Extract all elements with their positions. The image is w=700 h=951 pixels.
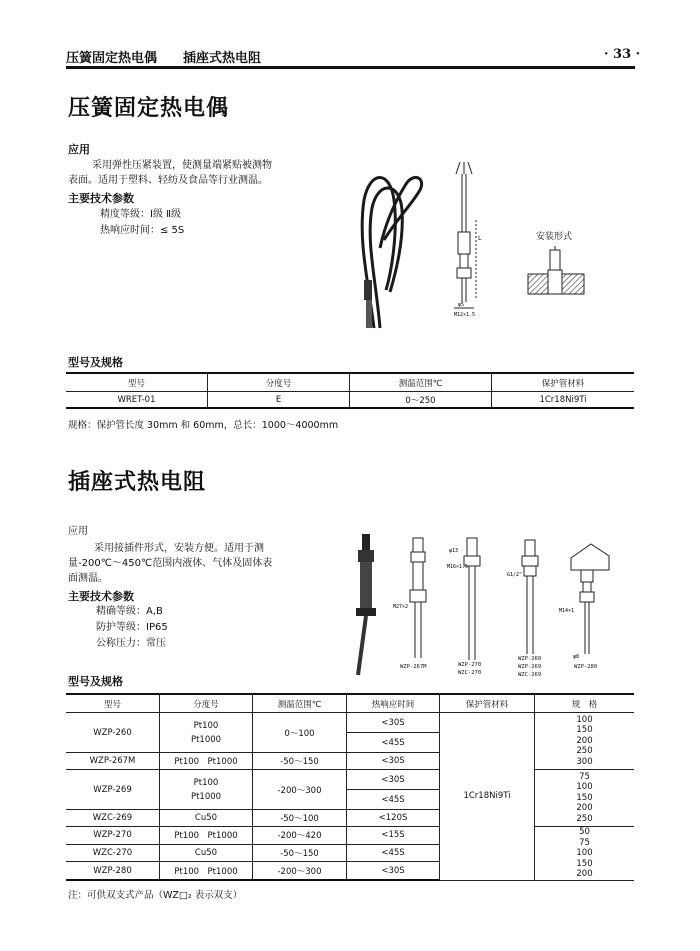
section2-application-line2: 量-200℃～450℃范围内液体、气体及固体表: [68, 558, 273, 569]
s2-col-response: 热响应时间: [347, 694, 440, 713]
page-number: · 33 ·: [604, 47, 641, 62]
rtd-dim-phi13: φ13: [449, 548, 459, 554]
s2-wzp267m-grade: Pt100 Pt1000: [160, 753, 253, 770]
section1-title: 压簧固定热电偶: [68, 96, 230, 121]
section2-accuracy: 精确等级：A,B: [96, 606, 163, 617]
s2-wzp260-grade: [160, 713, 253, 753]
header-title-1: 压簧固定热电偶: [66, 51, 158, 66]
table-row: WZP-280: [66, 862, 160, 880]
s2-wzp269-resp-2: <45S: [347, 790, 440, 810]
section1-response-time: 热响应时间：≤ 5S: [100, 225, 185, 236]
section1-model-heading: 型号及规格: [68, 356, 123, 369]
spec-value: 150: [576, 725, 593, 736]
s2-wzp269-range: -200～300: [253, 770, 347, 810]
spec-value: 250: [576, 813, 593, 824]
s1-cell-model: WRET-01: [66, 392, 208, 409]
s2-wzc270-resp: <45S: [347, 844, 440, 862]
s1-col-range: 测温范围℃: [350, 373, 492, 392]
rtd-photo: [340, 530, 380, 680]
rtd-caption-260: WZP-260 WZP-269 WZC-269: [518, 656, 542, 678]
s2-wzc269-grade: Cu50: [160, 810, 253, 827]
spec-value: 200: [576, 735, 593, 746]
spec-value: 300: [576, 756, 593, 767]
s2-wzp280-resp: <30S: [347, 862, 440, 880]
section1-tech-heading: 主要技术参数: [68, 192, 134, 205]
section1-spec-table: [66, 372, 634, 409]
section2-tech-heading: 主要技术参数: [68, 590, 134, 603]
section2-pressure: 公称压力：常压: [96, 638, 166, 649]
s2-col-model: 型号: [66, 694, 160, 713]
s2-wzp267m-resp: <30S: [347, 753, 440, 770]
spec-value: 50: [579, 827, 590, 837]
install-form-drawing: [526, 246, 586, 298]
section1-accuracy: 精度等级：Ⅰ级 Ⅱ级: [100, 209, 182, 220]
section2-model-heading: 型号及规格: [68, 675, 123, 688]
s2-wzc270-range: -50～150: [253, 844, 347, 862]
table-row: WZC-269: [66, 810, 160, 827]
spec-value: 75: [579, 837, 590, 848]
s2-col-spec: 规 格: [535, 694, 635, 713]
header-title-2: 插座式热电阻: [183, 51, 262, 66]
s2-wzp280-range: -200～300: [253, 862, 347, 880]
s2-material: 1Cr18Ni9Ti: [440, 713, 535, 881]
spec-value: 200: [576, 803, 593, 814]
table-row: WZP-270: [66, 827, 160, 845]
dim-label-length: L: [478, 235, 482, 242]
table-row: WZP-260: [66, 713, 160, 753]
spec-value: 150: [576, 792, 593, 803]
s2-wzp267m-range: -50～150: [253, 753, 347, 770]
s1-cell-grade: E: [208, 392, 350, 409]
s1-cell-material: 1Cr18Ni9Ti: [492, 392, 635, 409]
s2-wzp270-resp: <15S: [347, 827, 440, 845]
s2-wzp260-range: 0～100: [253, 713, 347, 753]
s2-col-grade: 分度号: [160, 694, 253, 713]
section1-application-line2: 表面。适用于塑料、轻纺及食品等行业测温。: [68, 175, 268, 186]
spec-value: 200: [576, 869, 593, 879]
rtd-dim-phi8: φ8: [573, 654, 580, 660]
s2-wzp260-grade-2: Pt1000: [190, 734, 222, 745]
dim-label-thread: M12×1.5: [454, 312, 476, 318]
rtd-dimension-drawings: [395, 530, 635, 680]
section1-note: 规格：保护管长度 30mm 和 60mm，总长：1000～4000mm: [68, 420, 339, 431]
rtd-caption-267m: WZP-267M: [400, 664, 427, 670]
s2-wzp269-grade-1: Pt100: [193, 777, 219, 788]
rtd-dim-g12: G1/2": [507, 572, 523, 578]
s2-wzc270-grade: Cu50: [160, 844, 253, 862]
s2-wzc269-resp: <120S: [347, 810, 440, 827]
s2-wzp269-grade-2: Pt1000: [190, 791, 222, 802]
dim-label-diameter: φ5: [458, 302, 465, 308]
s2-wzp270-grade: Pt100 Pt1000: [160, 827, 253, 845]
spec-value: 75: [579, 771, 590, 782]
header-rule: [66, 66, 635, 69]
s2-wzp260-resp-1: <30S: [347, 713, 440, 733]
running-header: [66, 47, 261, 66]
spec-value: 150: [576, 858, 593, 869]
s2-wzp269-resp-1: <30S: [347, 770, 440, 790]
rtd-caption-280: WZP-280: [574, 664, 598, 670]
s2-wzp280-grade: Pt100 Pt1000: [160, 862, 253, 880]
s2-wzc269-range: -50～100: [253, 810, 347, 827]
s1-cell-range: 0～250: [350, 392, 492, 409]
section2-spec-table: [66, 693, 634, 881]
spec-value: 250: [576, 746, 593, 757]
spec-value: 100: [576, 714, 593, 725]
section2-protection: 防护等级：IP65: [96, 622, 168, 633]
table-row: WZP-269: [66, 770, 160, 810]
s2-wzp270-range: -200～420: [253, 827, 347, 845]
install-form-label: 安装形式: [536, 232, 573, 242]
table-row: WZP-267M: [66, 753, 160, 770]
section1-application-heading: 应用: [68, 143, 90, 156]
section2-application-heading: 应用: [68, 526, 88, 537]
thermocouple-dimension-drawing: [440, 160, 500, 325]
section1-application-line1: 采用弹性压紧装置，使测量端紧贴被测物: [92, 160, 272, 171]
table-row: WZC-270: [66, 844, 160, 862]
s2-wzp260-resp-2: <45S: [347, 733, 440, 753]
s2-col-range: 测温范围℃: [253, 694, 347, 713]
s2-wzp269-grade: [160, 770, 253, 810]
s2-specs-group-3: [535, 827, 635, 881]
rtd-dim-m16: M16×1.5: [447, 564, 469, 570]
s2-wzp260-grade-1: Pt100: [193, 720, 219, 731]
section2-application-line1: 采用接插件形式，安装方便。适用于测: [94, 543, 264, 554]
thermocouple-photo: [350, 160, 430, 335]
spec-value: 100: [576, 848, 593, 858]
s2-specs-group-1: [535, 713, 635, 770]
section2-note: 注：可供双支式产品（WZ□₂ 表示双支）: [68, 890, 243, 901]
rtd-caption-270: WZP-270 WZC-270: [458, 662, 482, 676]
spec-value: 100: [576, 782, 593, 793]
rtd-dim-m27: M27×2: [393, 604, 409, 610]
section2-title: 插座式热电阻: [68, 470, 207, 495]
s2-specs-group-2: [535, 770, 635, 827]
section2-application-line3: 面测温。: [68, 573, 108, 584]
s1-col-model: 型号: [66, 373, 208, 392]
s2-col-material: 保护管材料: [440, 694, 535, 713]
s1-col-grade: 分度号: [208, 373, 350, 392]
rtd-dim-m14: M14×1: [559, 608, 575, 614]
s1-col-material: 保护管材料: [492, 373, 635, 392]
